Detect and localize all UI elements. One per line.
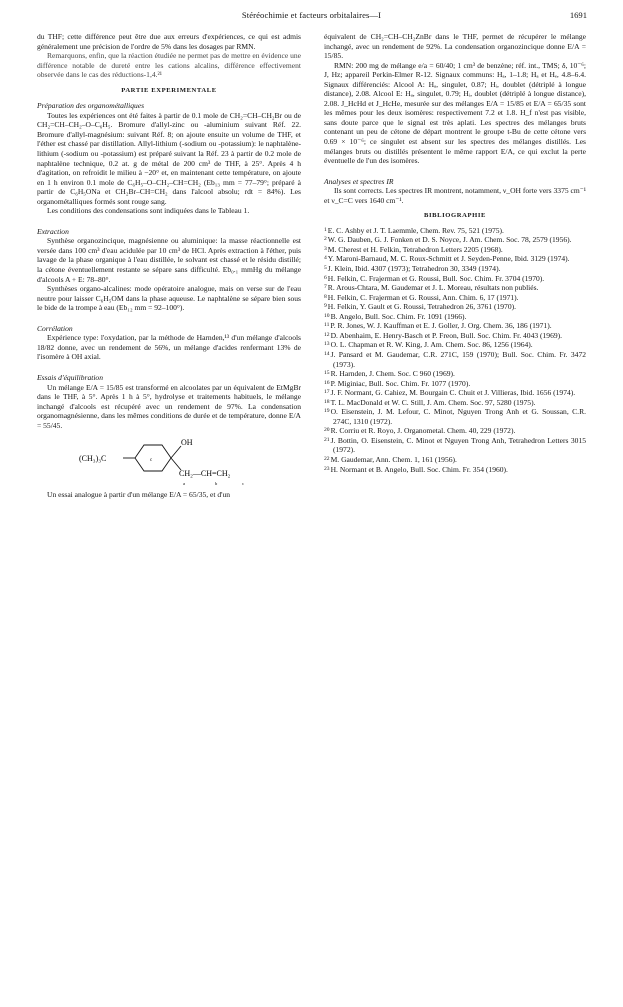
reference-item: $^6$H. Felkin, C. Frajerman et G. Roussi, Bull. Soc. Chim. Fr. 3704 (1970).	[324, 273, 545, 283]
paragraph: Les conditions des condensations sont indiquées dans le Tableau 1.	[47, 206, 250, 216]
reference-item: $^5$J. Klein, Ibid. 4307 (1973); Tetrahedron 30, 3349 (1974).	[324, 264, 501, 274]
paragraph: Ils sont corrects. Les spectres IR montrent, notamment, ν_OH forte vers 3375 cm⁻¹ et ν_C=C vers 1640 cm⁻¹.	[324, 186, 586, 205]
reference-item: $^{13}$O. L. Chapman et R. W. King, J. Am. Chem. Soc. 86, 1256 (1964).	[324, 340, 533, 350]
reference-list	[324, 226, 586, 474]
paragraph: Toutes les expériences ont été faites à partir de 0.1 mole de CH₂=CH–CH₂Br ou de CH₂=CH–CH₂–O–C₆H₅. Bromure d'allyl-zinc ou -aluminium suivant Réf. 22. Bromure d'allyl-magnésium: suivant Réf. 8; on ajoute ensuite un volume de THF, et l'éther est chassé par distillation. Allyl-lithium (-sodium ou -potassium): le naphtalène-lithium (-sodium ou -potassium) est préparé suivant la Réf. 23 à partir de 0.2 mole de naphtalène technique, 0.2 at. g de métal de 200 cm³ de THF, à 25°. Après 4 h d'agitation, on refroidit le milieu à −20° et, en maintenant cette température, on ajoute en 1 h environ 0.1 mole de C₆H₅–O–CH₂–CH=CH₂ (Eb₁₃ mm = 77–79°; préparé à partir de C₆H₅ONa et CH₂Br–CH=CH₂ dans l'alcool absolu; rdt = 84%). Les organométalliques formés sont rouge sang.	[37, 110, 301, 206]
reference-item: $^{12}$D. Abenhaim, E. Henry-Basch et P. Freon, Bull. Soc. Chim. Fr. 4043 (1969).	[324, 330, 563, 340]
reference-item: $^{11}$P. R. Jones, W. J. Kauffman et E. J. Goller, J. Org. Chem. 36, 186 (1971).	[324, 321, 552, 331]
reference-item: $^{21}$J. Bottin, O. Eisenstein, C. Minot et Nguyen Trong Anh, Tetrahedron Letters 3015 (1972).	[324, 435, 586, 455]
reference-item: $^{22}$M. Gaudemar, Ann. Chem. 1, 161 (1956).	[324, 454, 457, 464]
reference-item: $^{14}$J. Pansard et M. Gaudemar, C.R. 271C, 159 (1970); Bull. Soc. Chim. Fr. 3472 (1973).	[324, 349, 586, 369]
reference-item: $^8$H. Felkin, C. Frajerman et G. Roussi, Ann. Chim. 6, 17 (1971).	[324, 292, 519, 302]
reference-item: $^7$R. Arous-Chtara, M. Gaudemar et J. L. Moreau, résultats non publiés.	[324, 283, 539, 293]
paragraph: Expérience type: l'oxydation, par la méthode de Harnden,¹³ d'un mélange d'alcools 18/82 donne, avec un rendement de 56%, un mélange d'acides renfermant 13% de l'isomère à OH axial.	[37, 333, 301, 362]
subsection-title: Préparation des organométalliques	[37, 101, 145, 111]
ring-label: c	[150, 458, 153, 464]
paragraph: équivalent de CH₂=CH–CH₂ZnBr dans le THF, permet de récupérer le mélange inchangé, avec un rendement de 92%. La condensation organozincique donne E/A = 15/85.	[324, 32, 586, 61]
reference-item: $^{20}$R. Corriu et R. Royo, J. Organometal. Chem. 40, 229 (1972).	[324, 426, 516, 436]
tbu-label: (CH₃)₃C	[79, 454, 107, 464]
allyl-chain-label: CH₂—CH=CH₂	[179, 469, 231, 479]
subsection-title: Analyses et spectres IR	[324, 176, 394, 186]
right-column	[324, 32, 586, 474]
left-column	[37, 32, 301, 500]
oh-label: OH	[181, 438, 193, 448]
reference-item: $^1$E. C. Ashby et J. T. Laemmle, Chem. Rev. 75, 521 (1975).	[324, 225, 504, 235]
reference-item: $^{15}$R. Harnden, J. Chem. Soc. C 960 (1969).	[324, 369, 455, 379]
subsection-title: Corrélation	[37, 323, 73, 333]
position-label: b	[215, 481, 218, 487]
paragraph: Synthèses organo-alcalines: mode opératoire analogue, mais on verse sur de l'eau neutre pour laisser C₆H₅OM dans la phase aqueuse. Le naphtalène se sépare bien sous le bide de la trompe à eau (Eb₁₂ mm = 92–100°).	[37, 284, 301, 313]
position-label: a	[183, 481, 185, 487]
paragraph: RMN: 200 mg de mélange e/a = 60/40; 1 cm³ de benzène; réf. int., TMS; δ, 10⁻⁶; J, Hz; appareil Perkin-Elmer R-12. Signaux communs: Hₐ, 1–1.8; Hₐ et Hₑ, 4.8–6.4. Signaux différenciés: Alcool A: Hₐ, singulet, 0.87; Hᵢ, doublet (détriplé à longue distance), 2.08. Alcool E: Hₐ, singulet, 0.79; Hᵢ, doublet (détriplé à longue distance), 2.08. J_HcHd et J_HcHe, mesurée sur des mélanges E/A = 15/85 et E/A = 65/35 sont les mêmes pour les deux isomères: respectivement 7.2 et 1.8. H_f n'est pas visible, sans doute parce que le signal est très aplati. Les spectres des mélanges bruts contenant un peu de cétone de départ montrent le groupe t-Bu de cette cétone vers 0.69 × 10⁻⁶; ce singulet est absent sur les spectres des mélanges distillés. Les mélanges bruts ou distillés présentent le même rapport E/A, ce qui exclut la perte éventuelle de l'un des isomères.	[324, 60, 586, 166]
subsection-title: Extraction	[37, 226, 69, 236]
section-heading: PARTIE EXPERIMENTALE	[121, 86, 217, 94]
position-label: c	[242, 481, 244, 487]
paragraph: Un essai analogue à partir d'un mélange E/A = 65/35, et d'un	[47, 490, 231, 500]
reference-item: $^4$Y. Maroni-Barnaud, M. C. Roux-Schmitt et J. Seyden-Penne, Ibid. 3129 (1974).	[324, 254, 570, 264]
running-header	[36, 10, 587, 24]
subsection-title: Essais d'équilibration	[37, 372, 103, 382]
paragraph: Synthèse organozincique, magnésienne ou aluminique: la masse réactionnelle est versée dans 100 cm³ d'eau acidulée par 10 cm³ de HCl. Après extraction à l'éther, puis lavage de la phase organique à l'eau distillée, le solvant est chassé et le résidu distillé; la cétone éventuellement restante se sépare sans difficulté. Eb₀.₁ mmHg du mélange d'alcools A + E: 78–80°.	[37, 236, 301, 284]
reference-item: $^{10}$B. Angelo, Bull. Soc. Chim. Fr. 1091 (1966).	[324, 311, 467, 321]
chemical-structure	[37, 434, 301, 488]
reference-item: $^{19}$O. Eisenstein, J. M. Lefour, C. Minot, Nguyen Trong Anh et G. Soussan, C.R. 274C, 1310 (1972).	[324, 407, 586, 426]
reference-item: $^{23}$H. Normant et B. Angelo, Bull. Soc. Chim. Fr. 354 (1960).	[324, 464, 508, 474]
running-title: Stéréochimie et facteurs orbitalaires—I	[241, 10, 382, 20]
reference-item: $^{16}$P. Miginiac, Bull. Soc. Chim. Fr. 1077 (1970).	[324, 378, 471, 388]
page-number: 1691	[569, 10, 587, 20]
cyclohexane-ring	[135, 445, 171, 471]
paragraph: Un mélange E/A = 15/85 est transformé en alcoolates par un équivalent de EtMgBr dans le THF, à 5°. Après 1 h à 5°, hydrolyse et traitements habituels, le mélange inchangé d'alcools est récupéré avec un rendement de 97%. La condensation organomagnésienne, dans les mêmes conditions de durée et de température, donne E/A = 55/45.	[37, 382, 301, 430]
reference-item: $^2$W. G. Dauben, G. J. Fonken et D. S. Noyce, J. Am. Chem. Soc. 78, 2579 (1956).	[324, 235, 572, 245]
bibliography-heading: BIBLIOGRAPHIE	[423, 212, 487, 220]
reference-item: $^{17}$J. F. Normant, G. Cahiez, M. Bourgain C. Chuit et J. Villieras, Ibid. 1656 (1974).	[324, 388, 576, 398]
reference-item: $^{18}$T. L. MacDonald et W. C. Still, J. Am. Chem. Soc. 97, 5280 (1975).	[324, 397, 536, 407]
reference-item: $^9$H. Felkin, Y. Gault et G. Roussi, Tetrahedron 26, 3761 (1970).	[324, 302, 516, 312]
paragraph: Remarquons, enfin, que la réaction étudiée ne permet pas de mettre en évidence une différence notable de dureté entre les cations alcalins, différence effectivement observée dans le cas des réductions-1,4.²¹	[37, 51, 301, 80]
cyclohexanol-structure-diagram	[37, 434, 301, 488]
paragraph: du THF; cette différence peut être due aux erreurs d'expériences, ce qui est admis généralement une précision de l'ordre de 5% dans les dosages par RMN.	[37, 32, 301, 51]
reference-item: $^3$M. Cherest et H. Felkin, Tetrahedron Letters 2205 (1968).	[324, 244, 503, 254]
